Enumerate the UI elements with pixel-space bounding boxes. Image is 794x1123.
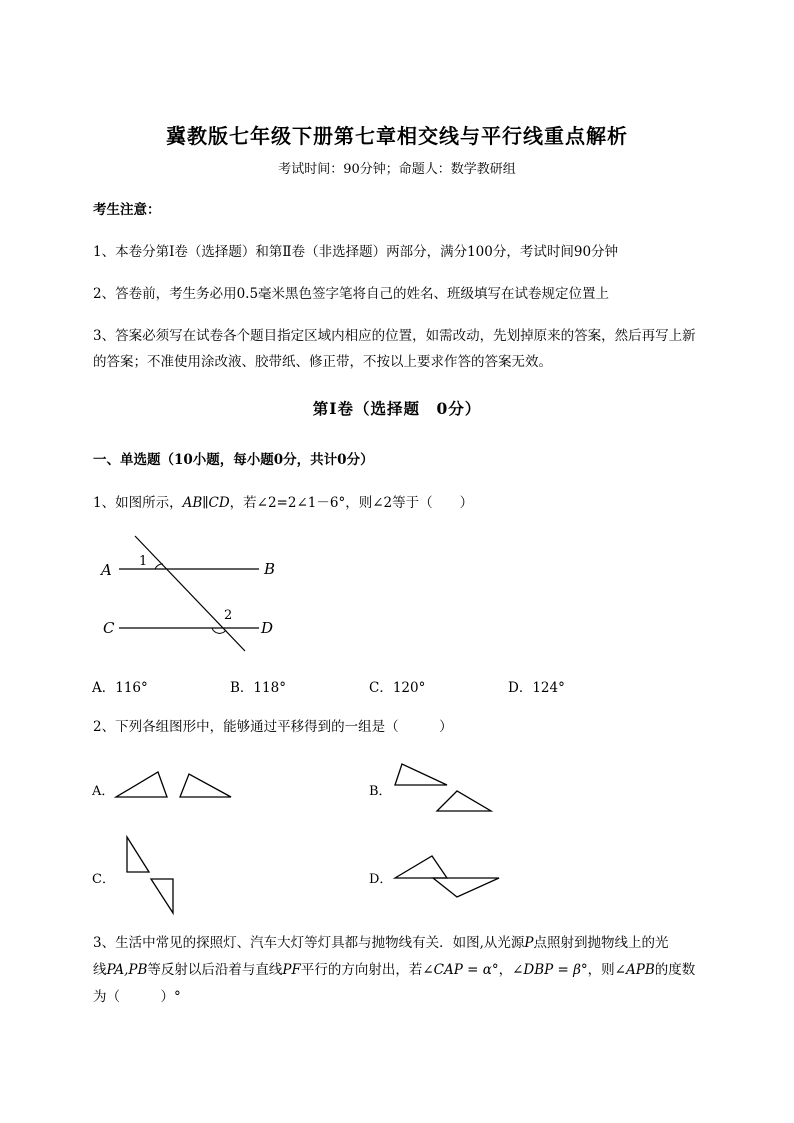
notice-item-3-cont: 的答案；不准使用涂改液、胶带纸、修正带，不按以上要求作答的答案无效。 <box>93 354 552 370</box>
notice-heading: 考生注意： <box>93 202 161 218</box>
q2-option-c-figure[interactable] <box>122 834 178 916</box>
q2-option-d-figure[interactable] <box>392 852 502 900</box>
q2-option-d-label[interactable]: D． <box>369 872 393 887</box>
page-title: 冀教版七年级下册第七章相交线与平行线重点解析 <box>166 124 628 148</box>
q1-option-b[interactable]: B．118° <box>230 680 286 696</box>
q1-given: AB∥CD <box>182 495 230 511</box>
q3-line-3: 为（ ）° <box>93 989 181 1005</box>
q1-option-a[interactable]: A．116° <box>92 680 148 696</box>
exam-info: 考试时间：90分钟；命题人：数学教研组 <box>278 162 516 177</box>
q3-line-2: 线PA,PB等反射以后沿着与直线PF平行的方向射出，若∠CAP = α°，∠DBP = β°，则∠APB的度数 <box>93 962 696 978</box>
part-heading: 一、单选题（10小题，每小题0分，共计0分） <box>93 452 374 468</box>
notice-item-3: 3、答案必须写在试卷各个题目指定区域内相应的位置，如需改动，先划掉原来的答案，然后再写上新 <box>93 328 696 344</box>
label-angle-1: 1 <box>139 554 148 569</box>
q2-option-b-figure[interactable] <box>392 760 502 816</box>
label-c: C <box>103 619 115 637</box>
label-d: D <box>261 619 274 637</box>
notice-item-2: 2、答卷前，考生务必用0.5毫米黑色签字笔将自己的姓名、班级填写在试卷规定位置上 <box>93 286 610 302</box>
q1-option-d[interactable]: D．124° <box>508 680 565 696</box>
q2-option-b-label[interactable]: B． <box>369 784 392 799</box>
q1-option-c[interactable]: C．120° <box>369 680 426 696</box>
question-2: 2、下列各组图形中，能够通过平移得到的一组是（ ） <box>93 719 453 735</box>
q2-option-c-label[interactable]: C． <box>92 872 115 887</box>
label-a: A <box>101 561 112 579</box>
question-3 <box>93 930 773 1011</box>
q1-figure <box>95 528 295 658</box>
label-b: B <box>264 560 276 578</box>
q2-option-a-figure[interactable] <box>110 768 240 804</box>
q2-option-a-label[interactable]: A． <box>92 784 115 799</box>
section-title: 第I卷（选择题 0分） <box>312 399 482 418</box>
q3-line-1: 3、生活中常见的探照灯、汽车大灯等灯具都与抛物线有关．如图,从光源P点照射到抛物线上的光 <box>93 935 669 951</box>
transversal <box>135 536 245 651</box>
question-1: 1、如图所示，AB∥CD，若∠2=2∠1－6°，则∠2等于（ ） <box>93 495 474 511</box>
label-angle-2: 2 <box>224 608 233 623</box>
notice-item-1: 1、本卷分第I卷（选择题）和第Ⅱ卷（非选择题）两部分，满分100分，考试时间90分钟 <box>93 244 619 260</box>
